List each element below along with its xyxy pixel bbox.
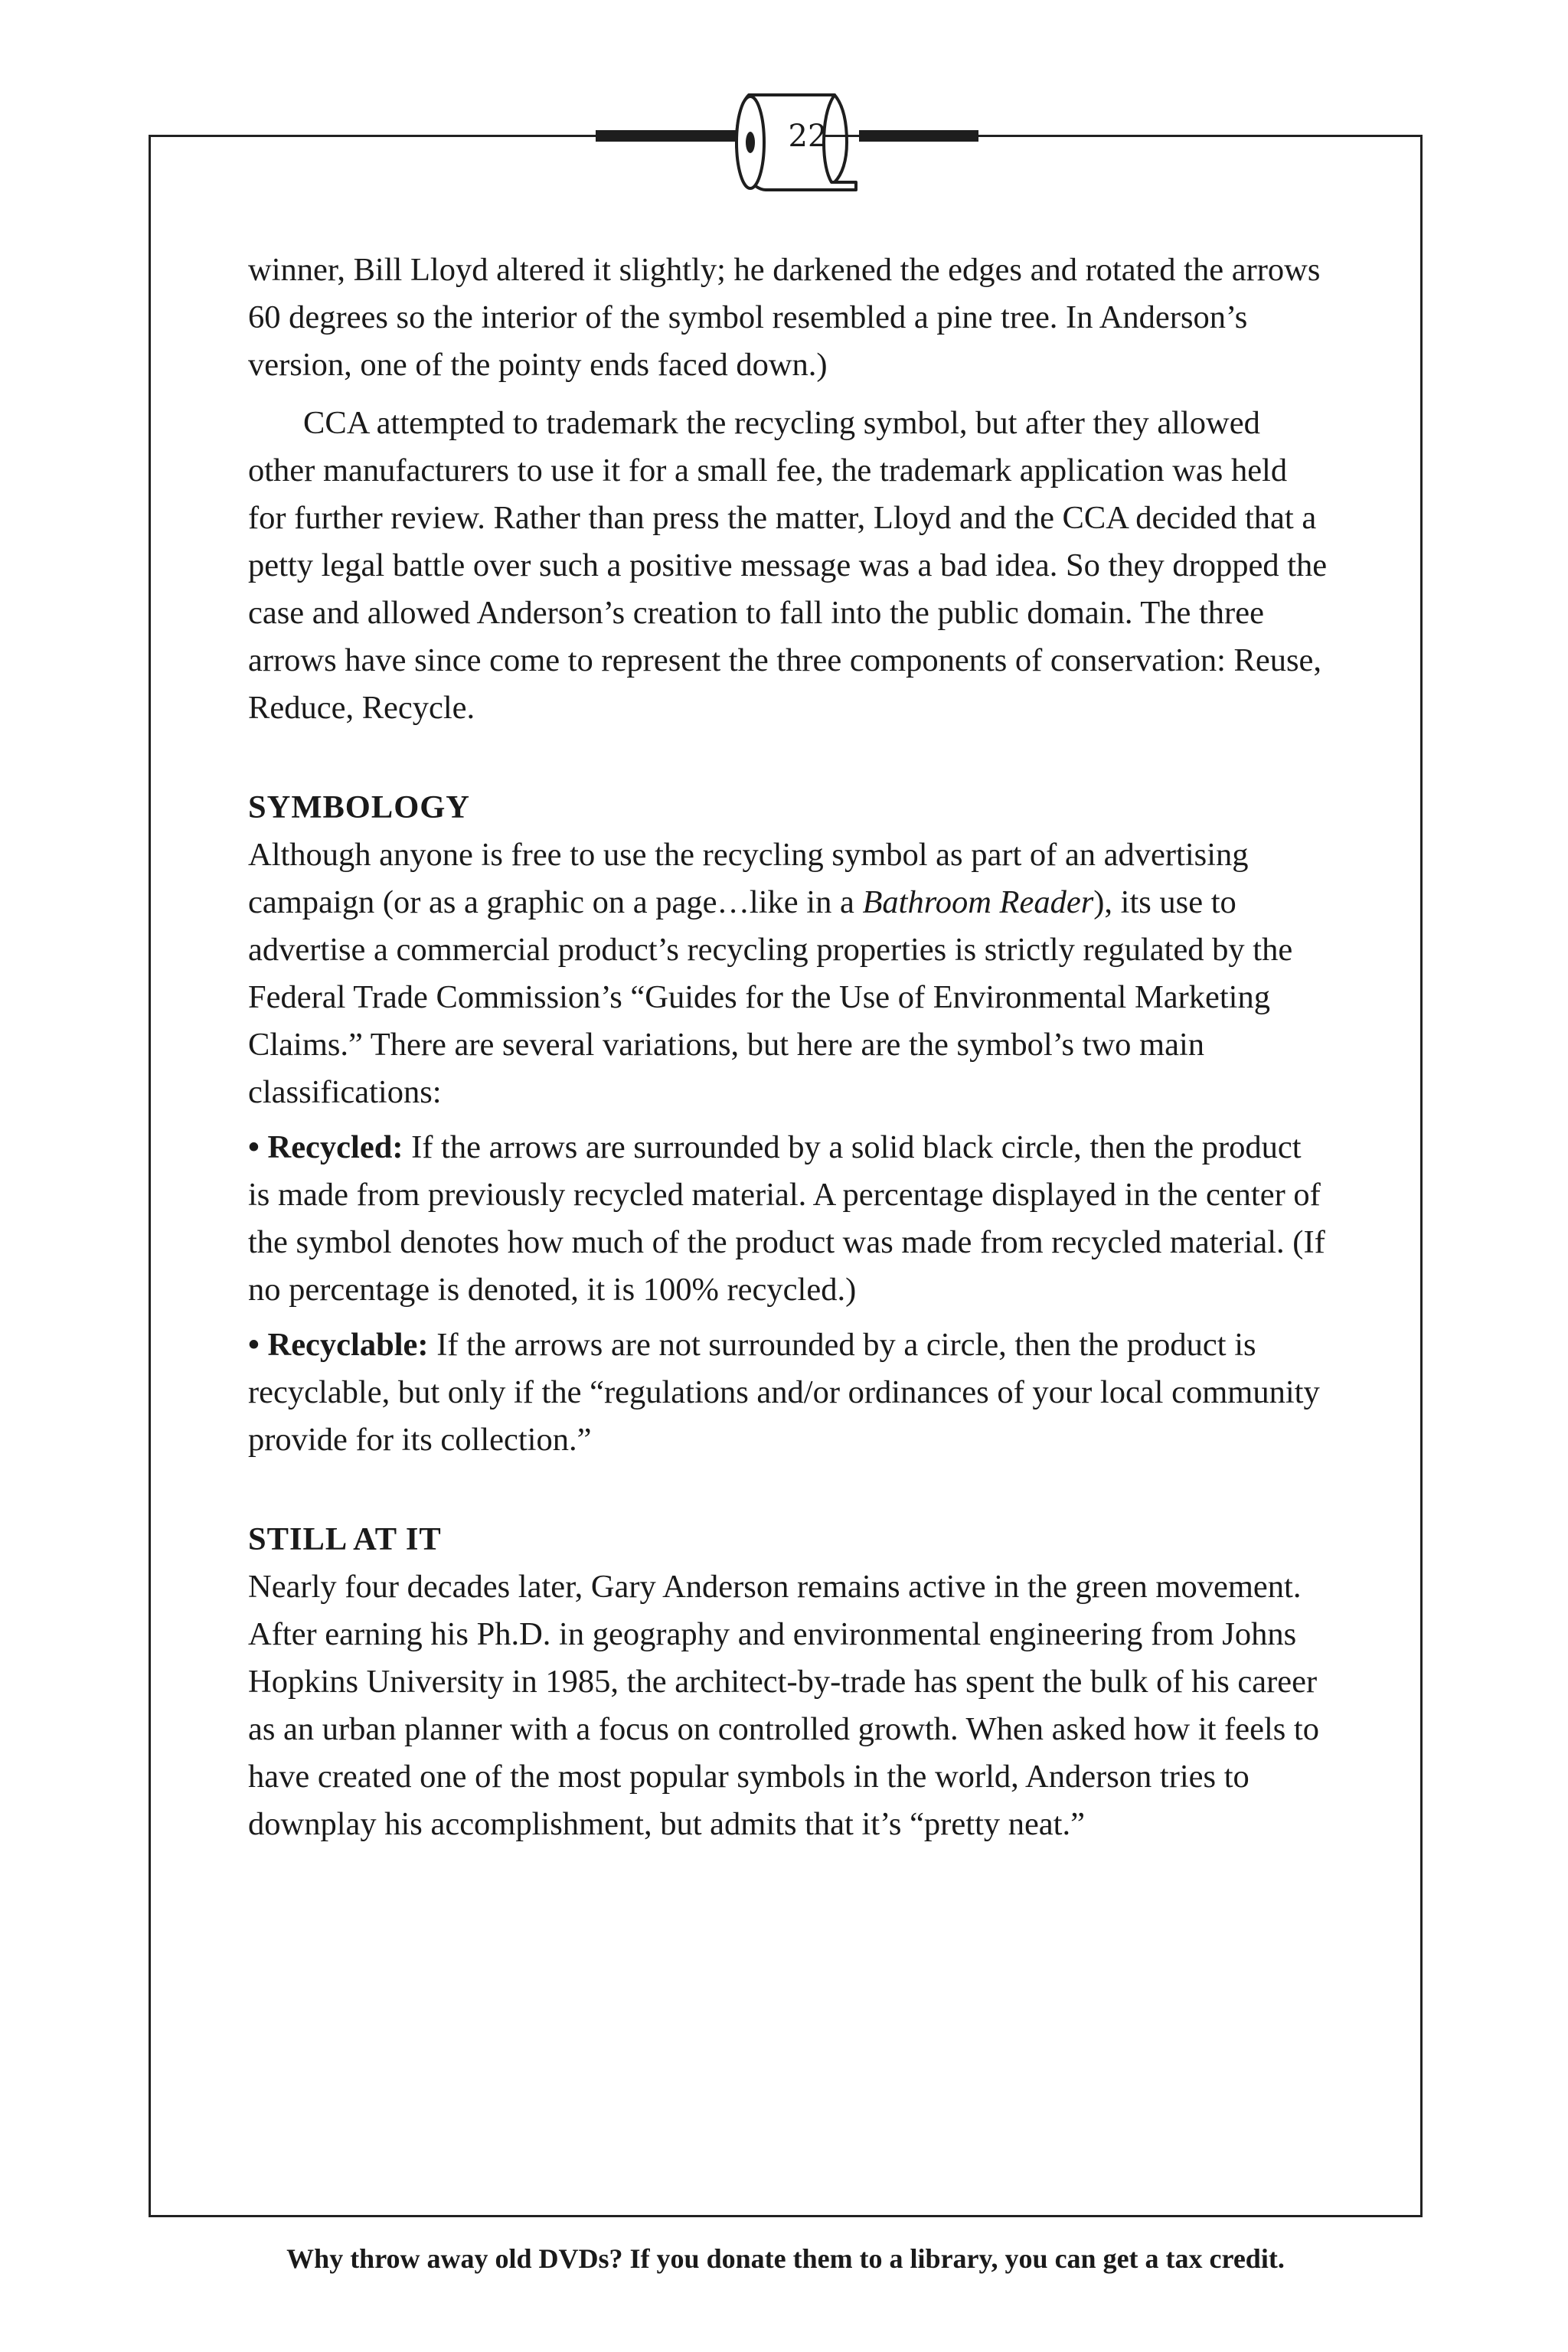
bullet-recycled-label: • Recycled: [248,1129,403,1165]
paragraph-trademark: CCA attempted to trademark the recycling symbol, but after they allowed other manufacturers to use it for a small fee, the trademark application was held for further review. Rather than press the matter, Lloyd and the CCA decided that a petty legal battle over such a positive message was a bad idea. So they dropped the case and allowed Anderson’s creation to fall into the public domain. The three arrows have since come to represent the three components of conservation: Reuse, Reduce, Recycle. [248,405,1328,726]
section-heading-symbology: SYMBOLOGY [248,789,471,825]
paragraph-continuation: winner, Bill Lloyd altered it slightly; he darkened the edges and rotated the arrows 60 degrees so the interior of the symbol resembled a pine tree. In Anderson’s version, one of the pointy ends faced down.) [248,252,1321,383]
bullet-recyclable-text: If the arrows are not surrounded by a circle, then the product is recyclable, but only if the “regulations and/or ordinances of your local community provide for its collection.” [248,1327,1320,1458]
section-heading-still-at-it: STILL AT IT [248,1521,442,1557]
page-number: 22 [788,119,828,154]
book-title-italic: Bathroom Reader [862,884,1094,920]
article-body [248,247,1328,1848]
paragraph-symbology-text-2: ), its use to advertise a commercial product’s recycling properties is strictly regulated by the Federal Trade Commission’s “Guides for the Use of Environmental Marketing Claims.” There are several variations, but here are the symbol’s two main classifications: [248,884,1293,1110]
paragraph-symbology [248,831,1328,1116]
bullet-recyclable [248,1321,1328,1464]
header-rule-right [859,130,978,142]
paragraph-still-at-it: Nearly four decades later, Gary Anderson remains active in the green movement. After earning his Ph.D. in geography and environmental engineering from Johns Hopkins University in 1985, the architect-by-trade has spent the bulk of his career as an urban planner with a focus on controlled growth. When asked how it feels to have created one of the most popular symbols in the world, Anderson tries to downplay his accomplishment, but admits that it’s “pretty neat.” [248,1569,1319,1842]
footer-fact: Why throw away old DVDs? If you donate them to a library, you can get a tax credit. [286,2243,1285,2274]
bullet-recycled-text: If the arrows are surrounded by a solid black circle, then the product is made from previously recycled material. A percentage displayed in the center of the symbol denotes how much of the product was made from recycled material. (If no percentage is denoted, it is 100% recycled.) [248,1129,1325,1308]
bullet-recycled [248,1124,1328,1314]
bullet-recyclable-label: • Recyclable: [248,1327,429,1363]
paragraph-symbology-text-1: Although anyone is free to use the recycling symbol as part of an advertising campaign (or as a graphic on a page…like in a [248,837,1249,920]
